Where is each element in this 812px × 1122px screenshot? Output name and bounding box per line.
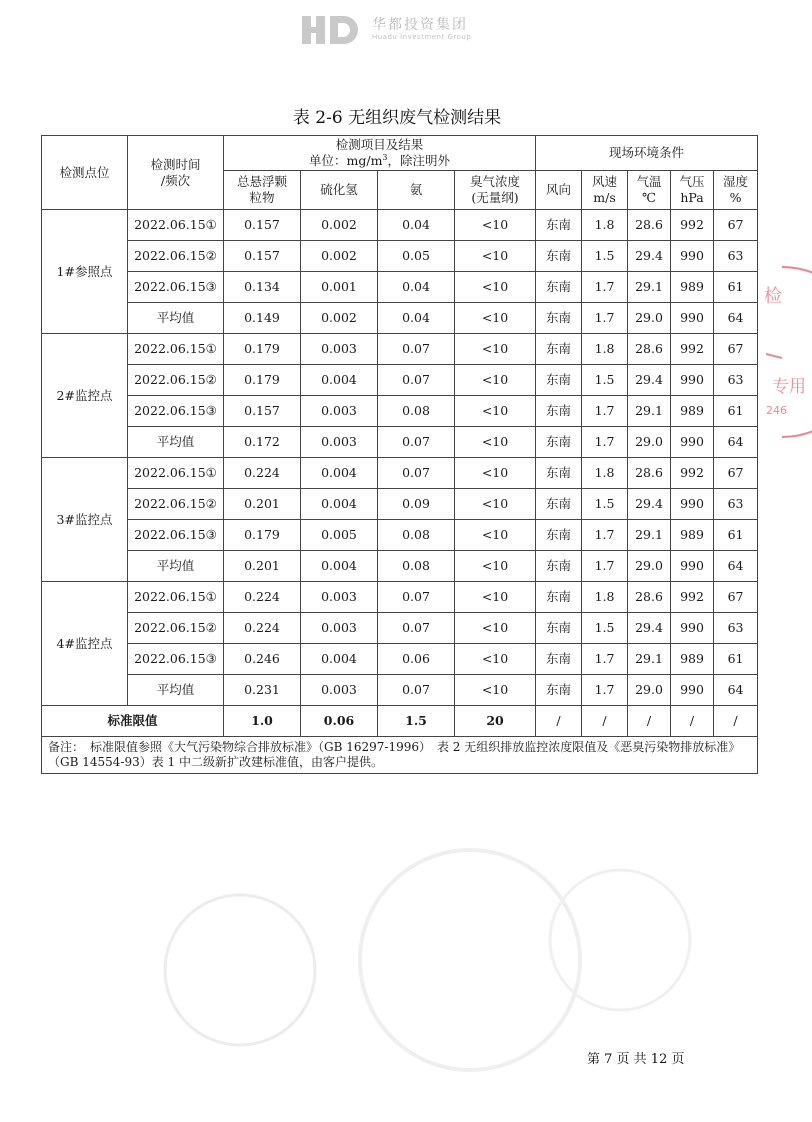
table-row (42, 458, 758, 489)
red-seal-stamp (752, 262, 812, 442)
cell-humidity: 64 (714, 427, 758, 458)
cell-pressure: 990 (671, 365, 714, 396)
cell-nh3: 0.06 (378, 644, 455, 675)
cell-wind-dir: 东南 (536, 551, 582, 582)
table-title: 表 2-6 无组织废气检测结果 (292, 108, 502, 128)
cell-odor: <10 (455, 427, 536, 458)
cell-time: 2022.06.15③ (128, 272, 224, 303)
cell-h2s: 0.003 (301, 582, 378, 613)
cell-tsp: 0.149 (224, 303, 301, 334)
cell-nh3: 0.07 (378, 365, 455, 396)
cell-wind-speed: 1.8 (582, 334, 628, 365)
cell-h2s: 0.004 (301, 458, 378, 489)
cell-h2s: 0.002 (301, 210, 378, 241)
col-nh3: 氨 (378, 171, 455, 210)
cell-nh3: 0.08 (378, 551, 455, 582)
cell-nh3: 0.04 (378, 210, 455, 241)
cell-humidity: 63 (714, 489, 758, 520)
cell-pressure: 990 (671, 613, 714, 644)
company-name-en: Huadu Investment Group (372, 32, 472, 41)
seal-fragment-1: 检 (764, 286, 782, 307)
cell-pressure: 990 (671, 303, 714, 334)
cell-wind-dir: 东南 (536, 241, 582, 272)
header-items-title: 检测项目及结果 (335, 137, 424, 153)
table-row (42, 520, 758, 551)
cell-wind-speed: 1.5 (582, 613, 628, 644)
cell-odor: <10 (455, 675, 536, 706)
col-temp (628, 171, 671, 210)
table-row (42, 675, 758, 706)
cell-humidity: 67 (714, 582, 758, 613)
cell-pressure: 992 (671, 334, 714, 365)
cell-h2s: 0.004 (301, 644, 378, 675)
standard-temp: / (628, 706, 671, 737)
cell-time: 2022.06.15② (128, 365, 224, 396)
table-row (42, 582, 758, 613)
cell-humidity: 61 (714, 644, 758, 675)
cell-odor: <10 (455, 396, 536, 427)
table-row (42, 489, 758, 520)
col-wind-speed-l1: 风速 (592, 174, 618, 190)
cell-humidity: 67 (714, 334, 758, 365)
cell-wind-dir: 东南 (536, 427, 582, 458)
col-temp-l1: 气温 (636, 174, 662, 190)
col-odor-l2: (无量纲) (471, 190, 519, 205)
cell-humidity: 61 (714, 272, 758, 303)
cell-time: 平均值 (128, 675, 224, 706)
cell-temp: 28.6 (628, 334, 671, 365)
cell-tsp: 0.224 (224, 458, 301, 489)
cell-nh3: 0.07 (378, 427, 455, 458)
cell-wind-speed: 1.5 (582, 489, 628, 520)
cell-time: 平均值 (128, 551, 224, 582)
cell-tsp: 0.134 (224, 272, 301, 303)
header-env: 现场环境条件 (536, 136, 758, 171)
cell-pressure: 989 (671, 272, 714, 303)
standard-wind-speed: / (582, 706, 628, 737)
cell-temp: 29.4 (628, 365, 671, 396)
location-cell: 3#监控点 (42, 458, 128, 582)
standard-humidity: / (714, 706, 758, 737)
company-header (300, 10, 471, 50)
cell-nh3: 0.07 (378, 582, 455, 613)
cell-odor: <10 (455, 303, 536, 334)
cell-humidity: 67 (714, 458, 758, 489)
standard-nh3: 1.5 (378, 706, 455, 737)
col-humidity (714, 171, 758, 210)
company-logo-icon (300, 12, 364, 48)
cell-tsp: 0.179 (224, 334, 301, 365)
cell-time: 2022.06.15② (128, 489, 224, 520)
cell-pressure: 992 (671, 582, 714, 613)
cell-temp: 29.1 (628, 644, 671, 675)
cell-odor: <10 (455, 334, 536, 365)
cell-wind-speed: 1.7 (582, 396, 628, 427)
cell-pressure: 992 (671, 210, 714, 241)
cell-wind-dir: 东南 (536, 613, 582, 644)
cell-tsp: 0.246 (224, 644, 301, 675)
table-note: 备注： 标准限值参照《大气污染物综合排放标准》（GB 16297-1996） 表 2 无组织排放监控浓度限值及《恶臭污染物排放标准》（GB 14554-93）表 1 中二级新扩改建标准值，由客户提供。 (42, 737, 758, 774)
col-tsp-l2: 粒物 (249, 190, 275, 205)
page-footer: 第 7 页 共 12 页 (587, 1052, 685, 1067)
table-row (42, 241, 758, 272)
cell-h2s: 0.004 (301, 489, 378, 520)
cell-wind-speed: 1.7 (582, 675, 628, 706)
col-wind-speed (582, 171, 628, 210)
cell-h2s: 0.002 (301, 303, 378, 334)
unit-sup: 3 (382, 152, 388, 162)
cell-odor: <10 (455, 613, 536, 644)
cell-wind-dir: 东南 (536, 675, 582, 706)
company-name-cn: 华都投资集团 (372, 17, 468, 34)
cell-humidity: 67 (714, 210, 758, 241)
col-tsp (224, 171, 301, 210)
cell-time: 2022.06.15③ (128, 520, 224, 551)
cell-wind-speed: 1.7 (582, 551, 628, 582)
table-row (42, 644, 758, 675)
cell-temp: 28.6 (628, 210, 671, 241)
cell-humidity: 64 (714, 675, 758, 706)
cell-pressure: 990 (671, 551, 714, 582)
unit-prefix: 单位：mg/m (309, 153, 383, 169)
col-h2s: 硫化氢 (301, 171, 378, 210)
cell-temp: 29.0 (628, 303, 671, 334)
header-location: 检测点位 (42, 136, 128, 210)
cell-h2s: 0.003 (301, 613, 378, 644)
standard-tsp: 1.0 (224, 706, 301, 737)
cell-wind-speed: 1.7 (582, 644, 628, 675)
standard-odor: 20 (455, 706, 536, 737)
cell-humidity: 63 (714, 365, 758, 396)
cell-odor: <10 (455, 210, 536, 241)
location-cell: 1#参照点 (42, 210, 128, 334)
cell-pressure: 990 (671, 675, 714, 706)
cell-nh3: 0.07 (378, 458, 455, 489)
cell-time: 平均值 (128, 303, 224, 334)
header-items-unit (224, 153, 535, 169)
location-cell: 2#监控点 (42, 334, 128, 458)
header-time-line2: /频次 (160, 172, 191, 188)
table-row (42, 396, 758, 427)
cell-temp: 29.1 (628, 520, 671, 551)
table-row (42, 613, 758, 644)
col-pressure (671, 171, 714, 210)
cell-temp: 29.1 (628, 272, 671, 303)
cell-nh3: 0.08 (378, 396, 455, 427)
col-humidity-l2: % (729, 190, 742, 205)
cell-h2s: 0.001 (301, 272, 378, 303)
cell-humidity: 64 (714, 551, 758, 582)
location-cell: 4#监控点 (42, 582, 128, 706)
cell-wind-dir: 东南 (536, 334, 582, 365)
note-row (42, 737, 758, 774)
cell-humidity: 63 (714, 613, 758, 644)
cell-h2s: 0.003 (301, 334, 378, 365)
cell-wind-dir: 东南 (536, 644, 582, 675)
table-row (42, 365, 758, 396)
cell-tsp: 0.179 (224, 520, 301, 551)
cell-odor: <10 (455, 644, 536, 675)
cell-tsp: 0.157 (224, 396, 301, 427)
cell-wind-speed: 1.8 (582, 210, 628, 241)
table-row (42, 427, 758, 458)
cell-wind-speed: 1.5 (582, 365, 628, 396)
table-row (42, 210, 758, 241)
cell-wind-speed: 1.7 (582, 272, 628, 303)
cell-odor: <10 (455, 458, 536, 489)
table-row (42, 272, 758, 303)
cell-wind-dir: 东南 (536, 272, 582, 303)
cell-nh3: 0.08 (378, 520, 455, 551)
standard-pressure: / (671, 706, 714, 737)
header-time (128, 136, 224, 210)
cell-temp: 29.4 (628, 613, 671, 644)
cell-temp: 29.0 (628, 675, 671, 706)
cell-temp: 29.4 (628, 241, 671, 272)
cell-wind-speed: 1.8 (582, 582, 628, 613)
cell-pressure: 990 (671, 427, 714, 458)
cell-pressure: 992 (671, 458, 714, 489)
cell-nh3: 0.09 (378, 489, 455, 520)
cell-h2s: 0.003 (301, 675, 378, 706)
cell-nh3: 0.07 (378, 613, 455, 644)
cell-humidity: 63 (714, 241, 758, 272)
cell-wind-dir: 东南 (536, 365, 582, 396)
cell-h2s: 0.004 (301, 551, 378, 582)
cell-wind-dir: 东南 (536, 489, 582, 520)
cell-wind-speed: 1.8 (582, 458, 628, 489)
cell-wind-dir: 东南 (536, 582, 582, 613)
cell-odor: <10 (455, 365, 536, 396)
standard-label: 标准限值 (42, 706, 224, 737)
col-wind-speed-l2: m/s (593, 190, 616, 205)
cell-temp: 28.6 (628, 582, 671, 613)
cell-time: 2022.06.15③ (128, 644, 224, 675)
cell-tsp: 0.179 (224, 365, 301, 396)
cell-wind-speed: 1.7 (582, 303, 628, 334)
cell-h2s: 0.002 (301, 241, 378, 272)
cell-tsp: 0.224 (224, 613, 301, 644)
col-odor (455, 171, 536, 210)
emission-results-table (41, 135, 758, 774)
cell-tsp: 0.231 (224, 675, 301, 706)
col-temp-l2: ℃ (642, 190, 657, 205)
table-row (42, 303, 758, 334)
col-odor-l1: 臭气浓度 (470, 174, 521, 190)
cell-h2s: 0.003 (301, 427, 378, 458)
seal-fragment-3: 246 (766, 404, 787, 417)
cell-odor: <10 (455, 241, 536, 272)
cell-tsp: 0.201 (224, 551, 301, 582)
cell-temp: 28.6 (628, 458, 671, 489)
table-row (42, 551, 758, 582)
cell-pressure: 989 (671, 396, 714, 427)
cell-temp: 29.0 (628, 427, 671, 458)
cell-time: 2022.06.15③ (128, 396, 224, 427)
cell-tsp: 0.172 (224, 427, 301, 458)
cell-wind-dir: 东南 (536, 520, 582, 551)
seal-fragment-2: 专用 (772, 377, 806, 397)
cell-wind-speed: 1.7 (582, 427, 628, 458)
cell-pressure: 990 (671, 241, 714, 272)
cell-odor: <10 (455, 272, 536, 303)
cell-pressure: 989 (671, 520, 714, 551)
cell-pressure: 989 (671, 644, 714, 675)
header-items (224, 136, 536, 171)
cell-nh3: 0.05 (378, 241, 455, 272)
cell-wind-dir: 东南 (536, 458, 582, 489)
standard-h2s: 0.06 (301, 706, 378, 737)
cell-tsp: 0.157 (224, 210, 301, 241)
cell-time: 2022.06.15① (128, 582, 224, 613)
col-pressure-l1: 气压 (679, 174, 705, 190)
cell-wind-speed: 1.5 (582, 241, 628, 272)
cell-wind-dir: 东南 (536, 396, 582, 427)
col-wind-dir: 风向 (536, 171, 582, 210)
cell-tsp: 0.157 (224, 241, 301, 272)
standard-wind-dir: / (536, 706, 582, 737)
cell-odor: <10 (455, 489, 536, 520)
cell-humidity: 61 (714, 520, 758, 551)
cell-h2s: 0.004 (301, 365, 378, 396)
cell-time: 2022.06.15② (128, 241, 224, 272)
cell-nh3: 0.04 (378, 303, 455, 334)
cell-nh3: 0.07 (378, 675, 455, 706)
col-humidity-l1: 湿度 (723, 174, 749, 190)
table-row (42, 334, 758, 365)
cell-h2s: 0.005 (301, 520, 378, 551)
standard-limit-row (42, 706, 758, 737)
unit-suffix: ，除注明外 (387, 153, 451, 169)
col-pressure-l2: hPa (680, 190, 704, 205)
cell-nh3: 0.04 (378, 272, 455, 303)
cell-humidity: 61 (714, 396, 758, 427)
cell-pressure: 990 (671, 489, 714, 520)
cell-temp: 29.1 (628, 396, 671, 427)
cell-h2s: 0.003 (301, 396, 378, 427)
col-tsp-l1: 总悬浮颗 (236, 174, 287, 190)
header-time-line1: 检测时间 (150, 156, 201, 172)
cell-odor: <10 (455, 520, 536, 551)
cell-time: 2022.06.15① (128, 334, 224, 365)
cell-tsp: 0.201 (224, 489, 301, 520)
cell-tsp: 0.224 (224, 582, 301, 613)
cell-time: 平均值 (128, 427, 224, 458)
cell-odor: <10 (455, 551, 536, 582)
cell-wind-dir: 东南 (536, 210, 582, 241)
cell-nh3: 0.07 (378, 334, 455, 365)
cell-odor: <10 (455, 582, 536, 613)
cell-time: 2022.06.15② (128, 613, 224, 644)
cell-temp: 29.0 (628, 551, 671, 582)
cell-time: 2022.06.15① (128, 210, 224, 241)
cell-humidity: 64 (714, 303, 758, 334)
cell-wind-speed: 1.7 (582, 520, 628, 551)
cell-wind-dir: 东南 (536, 303, 582, 334)
cell-time: 2022.06.15① (128, 458, 224, 489)
cell-temp: 29.4 (628, 489, 671, 520)
